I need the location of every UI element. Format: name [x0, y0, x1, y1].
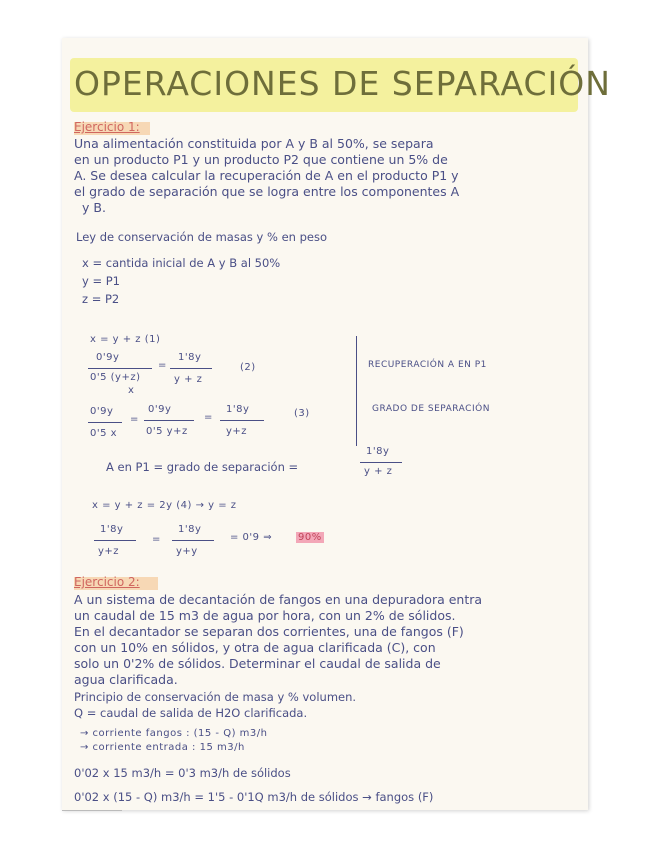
fraction-bar [170, 368, 212, 369]
notebook-page [62, 38, 611, 810]
result-numerator: 1'8y [178, 524, 202, 535]
eq2-numerator-left: 0'9y [96, 352, 120, 363]
equals-sign: = [204, 412, 213, 423]
bullet-entrada: → corriente entrada : 15 m3/h [80, 742, 245, 753]
ex1-statement-line: el grado de separación que se logra entre los componentes A [74, 184, 460, 199]
result-numerator: 1'8y [100, 524, 124, 535]
eq3-denominator: y+z [226, 426, 248, 437]
equals-sign: = [158, 360, 167, 371]
fraction-bar [144, 420, 194, 421]
ex1-statement-line: Una alimentación constituida por A y B al 50%, se separa [74, 136, 434, 151]
ex2-statement-line: En el decantador se separan dos corrientes, una de fangos (F) [74, 624, 464, 639]
eq3-numerator: 1'8y [226, 404, 250, 415]
eq2-numerator-right: 1'8y [178, 352, 202, 363]
page-edge-line [62, 810, 122, 811]
eq3-denominator: 0'5 y+z [146, 426, 188, 437]
fraction-bar [88, 422, 122, 423]
ex2-statement-line: un caudal de 15 m3 de agua por hora, con un 2% de sólidos. [74, 608, 456, 623]
eq2-denominator-left: 0'5 (y+z) [90, 372, 141, 383]
fraction-bar [172, 540, 214, 541]
final-answer: 90% [298, 532, 322, 543]
exercise-2-heading: Ejercicio 2: [74, 575, 140, 589]
fraction-bar [88, 368, 152, 369]
ex2-statement-line: con un 10% en sólidos, y otra de agua clarificada (C), con [74, 640, 436, 655]
exercise-1-heading: Ejercicio 1: [74, 120, 140, 134]
eq3-numerator: 0'9y [90, 406, 114, 417]
solids-line-2: 0'02 x (15 - Q) m3/h = 1'5 - 0'1Q m3/h de sólidos → fangos (F) [74, 790, 434, 804]
eq2-denominator-sub: x [128, 385, 135, 396]
fraction-bar [220, 420, 264, 421]
eq3-tag: (3) [294, 408, 310, 419]
definition-x: x = cantida inicial de A y B al 50% [82, 256, 281, 270]
q-definition: Q = caudal de salida de H2O clarificada. [74, 706, 308, 720]
ex2-statement-line: agua clarificada. [74, 672, 178, 687]
bullet-fangos: → corriente fangos : (15 - Q) m3/h [80, 728, 268, 739]
principle-statement: Principio de conservación de masa y % volumen. [74, 690, 357, 704]
grado-numerator: 1'8y [366, 446, 390, 457]
final-answer-wrap [296, 532, 324, 543]
grado-denominator: y + z [364, 466, 393, 477]
ex2-statement-line: A un sistema de decantación de fangos en una depuradora entra [74, 592, 483, 607]
note-grado-separacion: GRADO DE SEPARACIÓN [372, 404, 490, 414]
definition-y: y = P1 [82, 274, 121, 288]
ex1-statement-line: en un producto P1 y un producto P2 que contiene un 5% de [74, 152, 448, 167]
result-denominator: y+z [98, 546, 120, 557]
equals-sign: = [130, 414, 139, 425]
law-statement: Ley de conservación de masas y % en peso [76, 230, 327, 244]
grado-expression: A en P1 = grado de separación = [106, 460, 299, 474]
equation-1: x = y + z (1) [90, 334, 161, 345]
ex2-statement-line: solo un 0'2% de sólidos. Determinar el caudal de salida de [74, 656, 441, 671]
ex1-statement-line: y B. [82, 200, 106, 215]
equals-sign: = [152, 534, 161, 545]
ex1-statement-line: A. Se desea calcular la recuperación de A en el producto P1 y [74, 168, 459, 183]
eq3-denominator: 0'5 x [90, 428, 118, 439]
fraction-bar [360, 462, 402, 463]
fraction-bar [94, 540, 136, 541]
note-recuperacion: RECUPERACIÓN A EN P1 [368, 360, 487, 370]
equation-4: x = y + z = 2y (4) → y = z [92, 500, 237, 511]
eq2-tag: (2) [240, 362, 256, 373]
page-title: OPERACIONES DE SEPARACIÓN [74, 64, 611, 103]
definition-z: z = P2 [82, 292, 120, 306]
eq2-denominator-right: y + z [174, 374, 203, 385]
divider-bracket [356, 336, 357, 446]
result-tail: = 0'9 ⇒ [230, 532, 273, 543]
solids-line-1: 0'02 x 15 m3/h = 0'3 m3/h de sólidos [74, 766, 291, 780]
eq3-numerator: 0'9y [148, 404, 172, 415]
result-denominator: y+y [176, 546, 198, 557]
